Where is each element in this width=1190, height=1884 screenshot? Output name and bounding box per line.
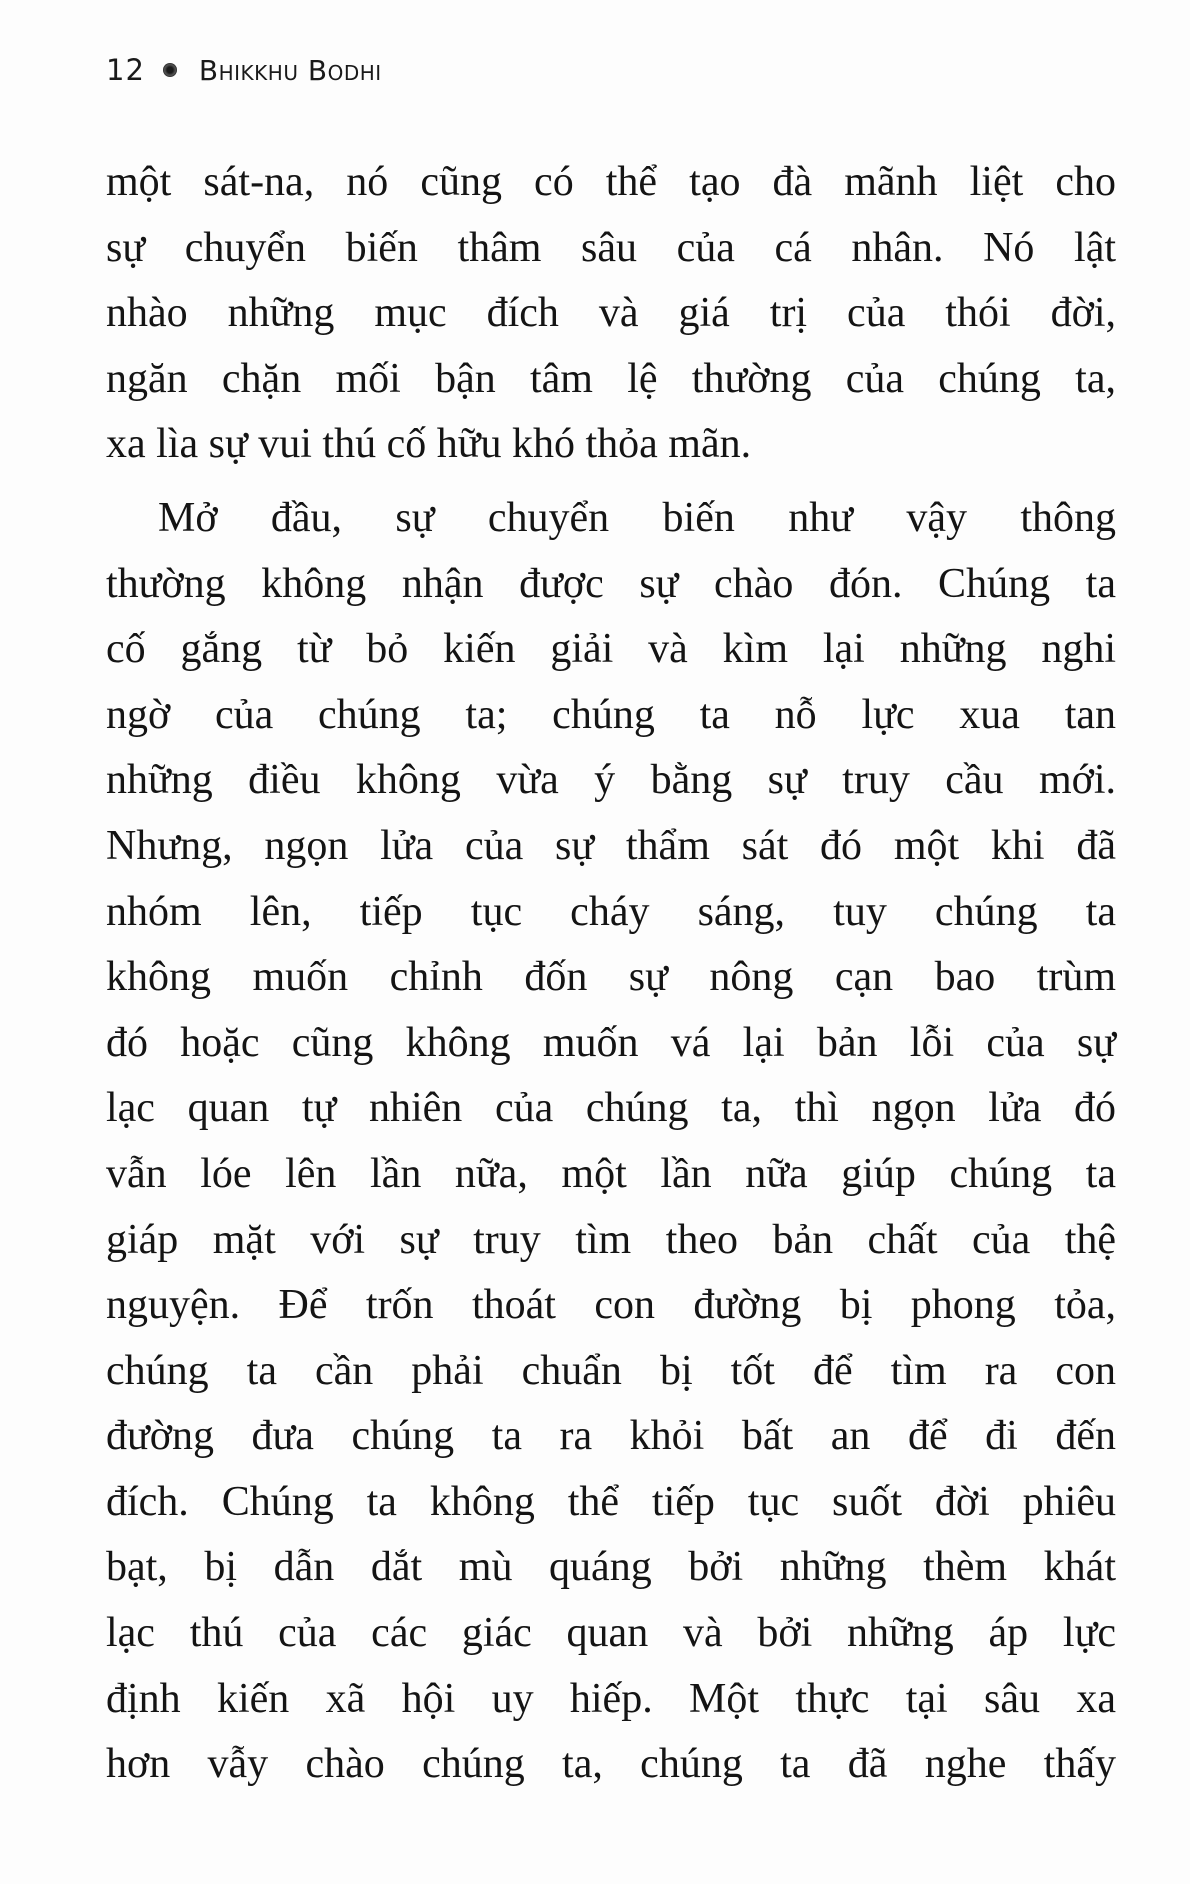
running-head-author: Bhikkhu Bodhi [198,53,382,87]
text-line: giáp mặt với sự truy tìm theo bản chất của thệ [106,1216,1116,1263]
paragraph-1 [106,150,1116,478]
text-line: nguyện. Để trốn thoát con đường bị phong tỏa, [106,1282,1116,1329]
text-line: vẫn lóe lên lần nữa, một lần nữa giúp chúng ta [106,1150,1116,1197]
text-line: không muốn chỉnh đốn sự nông cạn bao trùm [106,954,1116,1001]
text-line: đó hoặc cũng không muốn vá lại bản lỗi của sự [106,1019,1116,1066]
text-line: một sát-na, nó cũng có thể tạo đà mãnh liệt cho [106,159,1116,205]
text-line: đích. Chúng ta không thể tiếp tục suốt đời phiêu [106,1478,1116,1525]
text-line: bạt, bị dẫn dắt mù quáng bởi những thèm khát [106,1544,1116,1591]
text-line: lạc quan tự nhiên của chúng ta, thì ngọn lửa đó [106,1085,1116,1132]
text-line: ngăn chặn mối bận tâm lệ thường của chúng ta, [106,355,1116,402]
text-line: ngờ của chúng ta; chúng ta nỗ lực xua tan [106,691,1116,738]
text-line: hơn vẫy chào chúng ta, chúng ta đã nghe thấy [106,1741,1116,1788]
paragraph-gap [106,478,1116,486]
text-line: chúng ta cần phải chuẩn bị tốt để tìm ra con [106,1347,1116,1394]
text-line: cố gắng từ bỏ kiến giải và kìm lại những nghi [106,626,1116,673]
paragraph-2 [106,486,1116,1798]
text-line: đường đưa chúng ta ra khỏi bất an để đi đến [106,1413,1116,1460]
text-line: nhóm lên, tiếp tục cháy sáng, tuy chúng ta [106,888,1116,935]
page-number: 12 [106,53,145,87]
text-line: thường không nhận được sự chào đón. Chúng ta [106,560,1116,607]
text-line: Nhưng, ngọn lửa của sự thẩm sát đó một khi đã [106,822,1116,869]
text-line: lạc thú của các giác quan và bởi những áp lực [106,1610,1116,1657]
text-line: định kiến xã hội uy hiếp. Một thực tại sâu xa [106,1675,1116,1722]
ornament-icon [163,63,177,77]
running-head [106,50,382,90]
text-line: xa lìa sự vui thú cố hữu khó thỏa mãn. [106,421,752,468]
text-line: nhào những mục đích và giá trị của thói đời, [106,290,1116,337]
text-line: những điều không vừa ý bằng sự truy cầu mới. [106,757,1116,804]
body-text [106,150,1116,1798]
text-line: sự chuyển biến thâm sâu của cá nhân. Nó lật [106,224,1116,271]
text-line: Mở đầu, sự chuyển biến như vậy thông [158,494,1116,541]
